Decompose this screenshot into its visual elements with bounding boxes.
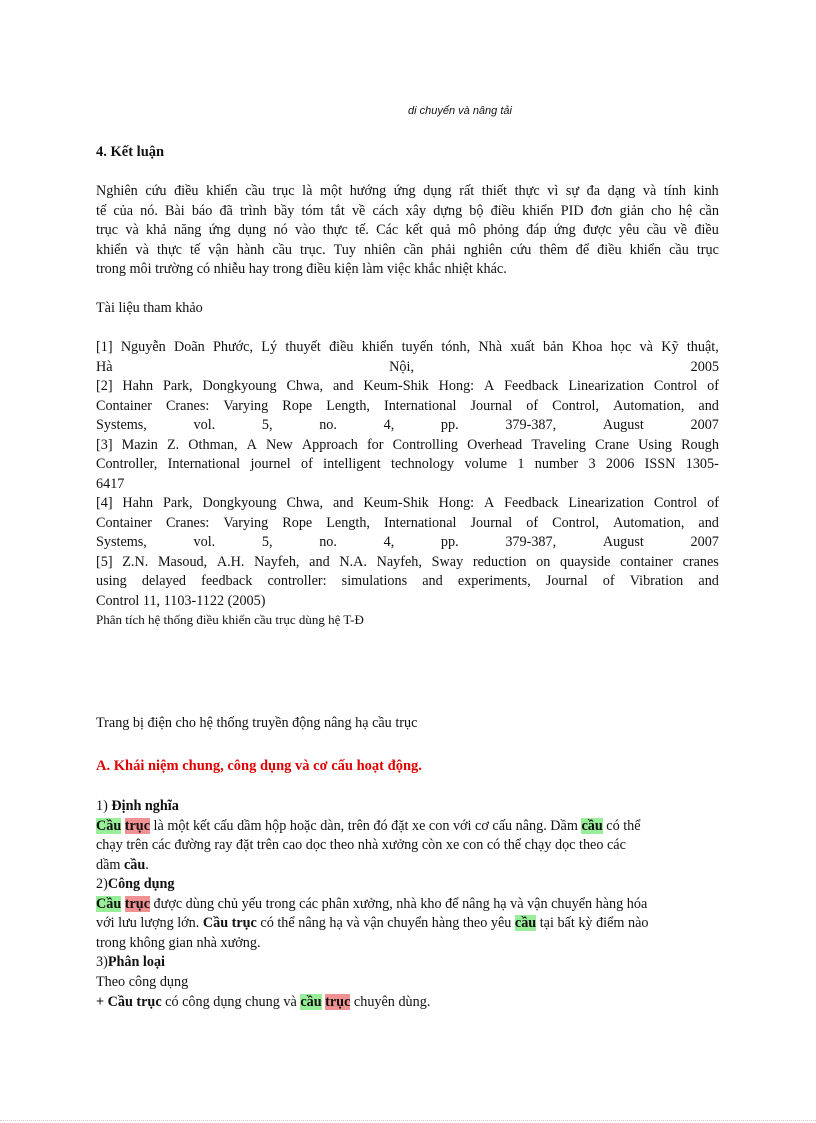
word: of	[526, 398, 539, 414]
paragraph-line: trong môi trường có nhiễu hay trong điều kiện làm việc khắc nhiệt khác.	[96, 261, 507, 277]
word: trục	[272, 183, 295, 199]
word: đã	[219, 203, 233, 219]
highlight-red: trục	[124, 818, 150, 834]
word: Z.N.	[122, 554, 149, 570]
word: và	[642, 183, 657, 199]
word: cứu	[145, 183, 167, 199]
word: rất	[459, 183, 475, 199]
section-heading: 4. Kết luận	[96, 144, 165, 160]
word: điều	[329, 339, 354, 355]
reference-line	[96, 436, 719, 456]
word: cầu	[646, 222, 667, 238]
definition-line: Cầu trục là một kết cấu dầm hộp hoặc dàn, trên đó đặt xe con với cơ cấu nâng. Dầm cầu có thể	[96, 818, 641, 834]
word: A	[483, 495, 495, 511]
word: Doãn	[174, 339, 205, 355]
reference-line	[96, 514, 719, 534]
section-a-heading: A. Khái niệm chung, công dụng và cơ cấu hoạt động.	[96, 758, 422, 774]
word: khiển	[361, 339, 394, 355]
word: dụng	[237, 222, 267, 238]
word: and	[698, 515, 719, 531]
word: điều	[597, 242, 622, 258]
highlight-red: trục	[325, 994, 351, 1010]
word: 2007	[690, 534, 719, 550]
classification-heading: 3)Phân loại	[96, 954, 165, 970]
word: ISSN	[644, 456, 676, 472]
word: pp.	[440, 417, 459, 433]
usage-line: với lưu lượng lớn. Cầu trục có thể nâng hạ và vận chuyển hàng theo yêu cầu tại bất kỳ điểm nào	[96, 915, 649, 931]
reference-line	[96, 377, 719, 397]
word: Control,	[552, 398, 600, 414]
word: Cranes:	[165, 398, 210, 414]
word: Hahn	[122, 378, 154, 394]
word: and	[309, 554, 330, 570]
word: N.A.	[339, 554, 367, 570]
word: Masoud,	[157, 554, 208, 570]
figure-caption: di chuyển và nâng tải	[408, 105, 512, 117]
word: cầu	[669, 242, 689, 258]
word: của	[113, 203, 134, 219]
word: Keum-Shik	[363, 495, 429, 511]
word: [4]	[96, 495, 113, 511]
word: và	[639, 339, 653, 355]
word: Controlling	[392, 437, 459, 453]
word: 2005	[690, 359, 719, 375]
word: simulations	[341, 573, 408, 589]
word: Rough	[681, 437, 719, 453]
word: xuất	[510, 339, 535, 355]
word: Journal	[470, 398, 513, 414]
word: Các	[376, 222, 399, 238]
word: Control,	[552, 515, 600, 531]
highlight-red: trục	[124, 896, 150, 912]
word: là	[302, 183, 313, 199]
word: Phước,	[213, 339, 254, 355]
word: Automation,	[613, 398, 685, 414]
word: và	[125, 222, 139, 238]
word: of	[301, 456, 313, 472]
word: cách	[372, 203, 399, 219]
justified-line	[96, 182, 719, 202]
word: và	[135, 242, 149, 258]
word: of	[602, 573, 615, 589]
word: dạng	[607, 183, 636, 199]
word: Control 11, 1103-1122 (2005)	[96, 593, 266, 609]
word: Container	[96, 398, 152, 414]
word: tế	[189, 242, 201, 258]
word: International	[167, 456, 241, 472]
word: Linearization	[568, 495, 644, 511]
word: cứu	[510, 242, 532, 258]
reference-line	[96, 397, 719, 417]
word: and	[698, 573, 719, 589]
word: Hahn	[122, 495, 154, 511]
word: nó.	[140, 203, 158, 219]
word: Nhà	[478, 339, 503, 355]
word: Dongkyoung	[202, 378, 277, 394]
word: Overhead	[467, 437, 523, 453]
word: trục	[96, 222, 119, 238]
word: Hà	[96, 359, 113, 375]
word: cầu	[272, 242, 293, 258]
word: intelligent	[323, 456, 381, 472]
word: Nayfeh,	[376, 554, 422, 570]
word: được	[583, 222, 612, 238]
word: tính	[663, 183, 686, 199]
word: yêu	[618, 222, 640, 238]
word: 379-387,	[505, 417, 557, 433]
definition-heading: 1) Định nghĩa	[96, 798, 179, 814]
word: về	[351, 203, 366, 219]
word: Automation,	[613, 515, 685, 531]
word: khả	[146, 222, 167, 238]
word: Varying	[223, 515, 269, 531]
word: journel	[250, 456, 291, 472]
word: trục	[696, 242, 719, 258]
word: mô	[457, 222, 477, 238]
word: tónh,	[441, 339, 471, 355]
word: on	[536, 554, 551, 570]
word: pp.	[440, 534, 459, 550]
reference-line	[96, 533, 719, 553]
word: Length,	[326, 515, 370, 531]
word: Park,	[163, 495, 193, 511]
word: Length,	[326, 398, 370, 414]
word: Nghiên	[96, 183, 138, 199]
word: quả	[430, 222, 451, 238]
word: of	[526, 515, 539, 531]
word: Sway	[431, 554, 464, 570]
word: bầy	[273, 203, 295, 219]
word: giản	[619, 203, 644, 219]
word: thiết	[481, 183, 507, 199]
word: trục.	[300, 242, 326, 258]
word: tế.	[355, 222, 369, 238]
word: tế	[96, 203, 107, 219]
word: Hong:	[438, 378, 475, 394]
word: vì	[547, 183, 559, 199]
word: Feedback	[504, 378, 559, 394]
word: A.H.	[216, 554, 245, 570]
word: Dongkyoung	[202, 495, 277, 511]
word: cần	[699, 203, 719, 219]
word: no.	[319, 417, 337, 433]
classification-line: + Cầu trục có công dụng chung và cầu trục chuyên dùng.	[96, 994, 431, 1010]
word: Park,	[163, 378, 193, 394]
reference-line	[96, 475, 719, 495]
justified-line	[96, 202, 719, 222]
word: 3	[588, 456, 596, 472]
word: đơn	[590, 203, 613, 219]
word: thực	[156, 242, 182, 258]
word: Othman,	[188, 437, 238, 453]
reference-line	[96, 358, 719, 378]
word: trình	[239, 203, 267, 219]
word: thuật,	[686, 339, 719, 355]
word: Nguyễn	[120, 339, 166, 355]
word: no.	[319, 534, 337, 550]
word: khiển	[206, 183, 238, 199]
word: thực	[514, 183, 540, 199]
word: of	[707, 495, 719, 511]
word: Systems,	[96, 534, 147, 550]
word: International	[383, 515, 457, 531]
word: khiển	[522, 203, 554, 219]
word: experiments,	[457, 573, 531, 589]
justified-line	[96, 241, 719, 261]
word: dựng	[433, 203, 463, 219]
word: đáp	[526, 222, 547, 238]
word: [3]	[96, 437, 113, 453]
word: PID	[560, 203, 584, 219]
word: and	[332, 495, 354, 511]
word: and	[332, 378, 354, 394]
usage-line: Cầu trục được dùng chủ yếu trong các phân xưởng, nhà kho để nâng hạ và vận chuyển hàng hóa	[96, 896, 648, 912]
word: and	[422, 573, 443, 589]
word: New	[266, 437, 293, 453]
word: 2007	[690, 417, 719, 433]
word: điều	[174, 183, 199, 199]
word: nhiên	[363, 242, 396, 258]
word: vận	[208, 242, 229, 258]
word: Nội,	[389, 359, 414, 375]
word: 4,	[383, 534, 395, 550]
word: Tuy	[333, 242, 356, 258]
highlight-green: cầu	[300, 994, 322, 1010]
word: 4,	[383, 417, 395, 433]
reference-line	[96, 455, 719, 475]
word: for	[366, 437, 384, 453]
reference-line	[96, 338, 719, 358]
word: nghiên	[463, 242, 503, 258]
word: 1305-	[685, 456, 719, 472]
word: Cranes:	[165, 515, 210, 531]
word: 2006	[605, 456, 635, 472]
word: Hong:	[438, 495, 475, 511]
reference-line	[96, 592, 719, 612]
word: dụng	[423, 183, 452, 199]
word: hướng	[349, 183, 387, 199]
highlight-green: cầu	[581, 818, 603, 834]
word: một	[320, 183, 343, 199]
word: Mazin	[121, 437, 158, 453]
word: container	[620, 554, 673, 570]
word: August	[602, 534, 644, 550]
word: báo	[191, 203, 213, 219]
word: khiển	[96, 242, 128, 258]
reference-line	[96, 416, 719, 436]
word: volume	[464, 456, 507, 472]
word: ứng	[208, 222, 231, 238]
word: 1	[517, 456, 525, 472]
word: Traveling	[531, 437, 587, 453]
word: khiển	[629, 242, 662, 258]
word: cranes	[682, 554, 719, 570]
word: A	[483, 378, 495, 394]
definition-line: chạy trên các đường ray đặt trên cao dọc theo nhà xưởng còn xe con có thể chạy dọc theo các	[96, 837, 626, 853]
word: kinh	[693, 183, 719, 199]
word: 6417	[96, 476, 125, 492]
word: number	[534, 456, 579, 472]
word: Journal	[470, 515, 513, 531]
word: kết	[405, 222, 423, 238]
word: Z.	[166, 437, 180, 453]
word: điều	[694, 222, 719, 238]
highlight-green: Cầu	[96, 818, 122, 834]
reference-line	[96, 572, 719, 592]
highlight-green: cầu	[514, 915, 537, 931]
usage-line: trong không gian nhà xưởng.	[96, 935, 261, 951]
word: thuyết	[285, 339, 321, 355]
word: controller:	[267, 573, 327, 589]
highlight-green: Cầu	[96, 896, 122, 912]
word: [2]	[96, 378, 113, 394]
word: sự	[565, 183, 580, 199]
word: 379-387,	[505, 534, 557, 550]
equipment-line: Trang bị điện cho hệ thống truyền động nâng hạ cầu trục	[96, 715, 418, 731]
word: 5,	[261, 417, 273, 433]
word: nó	[273, 222, 288, 238]
word: delayed	[141, 573, 186, 589]
justified-line	[96, 221, 719, 241]
word: Vibration	[629, 573, 684, 589]
word: cần	[403, 242, 424, 258]
word: vol.	[193, 417, 216, 433]
word: về	[673, 222, 688, 238]
word: năng	[173, 222, 202, 238]
word: Khoa	[571, 339, 603, 355]
word: tóm	[301, 203, 324, 219]
word: cầu	[245, 183, 265, 199]
word: [1]	[96, 339, 113, 355]
page-bottom-divider	[0, 1120, 816, 1121]
word: 5,	[261, 534, 273, 550]
classification-line: Theo công dụng	[96, 974, 189, 990]
word: điều	[490, 203, 516, 219]
word: Control	[653, 378, 698, 394]
word: Feedback	[504, 495, 559, 511]
word: Bài	[165, 203, 185, 219]
word: Kỹ	[661, 339, 679, 355]
word: reduction	[472, 554, 527, 570]
word: Lý	[261, 339, 278, 355]
word: Chwa,	[286, 495, 324, 511]
word: and	[698, 398, 719, 414]
word: [5]	[96, 554, 113, 570]
word: ứng	[393, 183, 416, 199]
word: xây	[405, 203, 427, 219]
word: hành	[236, 242, 265, 258]
word: bộ	[469, 203, 484, 219]
word: hệ	[678, 203, 693, 219]
word: tuyến	[401, 339, 434, 355]
word: vào	[294, 222, 316, 238]
word: quayside	[560, 554, 611, 570]
reference-line	[96, 494, 719, 514]
word: thêm	[539, 242, 568, 258]
definition-line: dầm cầu.	[96, 857, 149, 873]
word: Controller,	[96, 456, 158, 472]
word: thực	[322, 222, 348, 238]
reference-line	[96, 553, 719, 573]
word: technology	[391, 456, 455, 472]
word: Keum-Shik	[363, 378, 429, 394]
word: phải	[431, 242, 456, 258]
word: feedback	[201, 573, 253, 589]
word: đa	[586, 183, 601, 199]
word: Journal	[545, 573, 588, 589]
word: Rope	[282, 398, 313, 414]
word: A	[246, 437, 257, 453]
word: tắt	[330, 203, 345, 219]
word: Nayfeh,	[254, 554, 300, 570]
word: bản	[543, 339, 564, 355]
word: Rope	[282, 515, 313, 531]
word: ứng	[553, 222, 576, 238]
analysis-line: Phân tích hệ thống điều khiển cầu trục dùng hệ T-Đ	[96, 612, 364, 627]
word: Chwa,	[286, 378, 324, 394]
word: Varying	[223, 398, 269, 414]
word: of	[707, 378, 719, 394]
usage-heading: 2)Công dụng	[96, 876, 175, 892]
word: Linearization	[568, 378, 644, 394]
word: học	[610, 339, 632, 355]
word: Using	[638, 437, 672, 453]
word: Systems,	[96, 417, 147, 433]
word: Crane	[595, 437, 629, 453]
word: Container	[96, 515, 152, 531]
word: cho	[651, 203, 672, 219]
word: Control	[653, 495, 698, 511]
word: phỏng	[483, 222, 519, 238]
word: August	[602, 417, 644, 433]
word: vol.	[193, 534, 216, 550]
word: using	[96, 573, 127, 589]
word: để	[575, 242, 590, 258]
word: Approach	[301, 437, 358, 453]
word: International	[383, 398, 457, 414]
references-title: Tài liệu tham khảo	[96, 300, 203, 316]
